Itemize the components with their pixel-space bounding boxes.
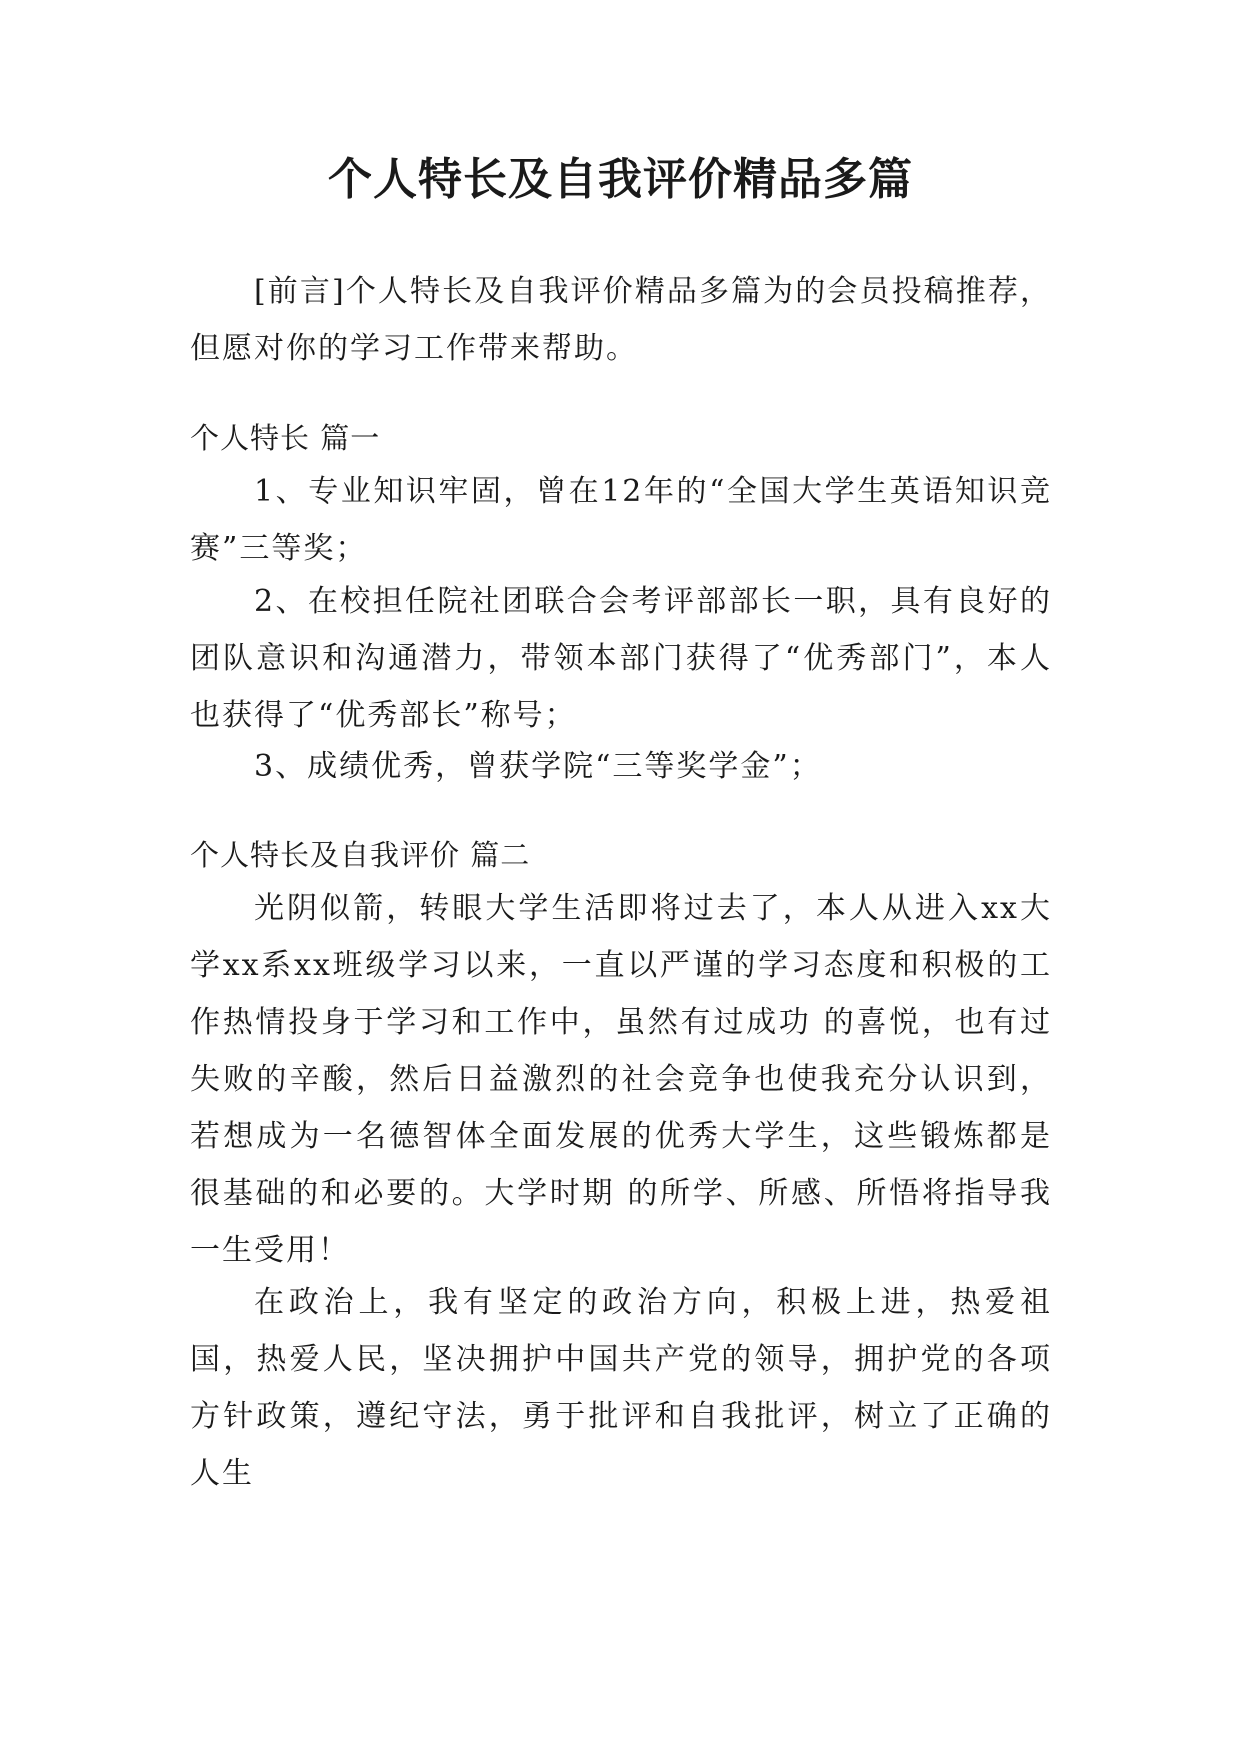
intro-paragraph: [前言]个人特长及自我评价精品多篇为的会员投稿推荐，但愿对你的学习工作带来帮助。 (190, 274, 1052, 366)
body-paragraph: 光阴似箭，转眼大学生活即将过去了，本人从进入xx大学xx系xx班级学习以来，一直以严谨的学习态度和积极的工作热情投身于学习和工作中，虽然有过成功 的喜悦，也有过失败的辛酸，然后日益激烈的社会竞争也使我充分认识到，若想成为一名德智体全面发展的优秀大学生，这些锻炼都是很基础的和必要的。大学时期 的所学、所感、所悟将指导我一生受用！ (190, 891, 1052, 1268)
section-heading-2: 个人特长及自我评价 篇二 (190, 838, 531, 872)
body-paragraph: 在政治上，我有坚定的政治方向，积极上进，热爱祖国，热爱人民，坚决拥护中国共产党的领导，拥护党的各项方针政策，遵纪守法，勇于批评和自我批评，树立了正确的人生 (190, 1285, 1052, 1491)
list-item: 3、成绩优秀，曾获学院“三等奖学金”； (254, 749, 822, 784)
section-heading-1: 个人特长 篇一 (190, 421, 381, 455)
list-item: 2、在校担任院社团联合会考评部部长一职，具有良好的团队意识和沟通潜力，带领本部门获得了“优秀部门”，本人也获得了“优秀部长”称号； (190, 584, 1052, 733)
list-item: 1、专业知识牢固，曾在12年的“全国大学生英语知识竞赛”三等奖； (190, 474, 1052, 566)
document-title: 个人特长及自我评价精品多篇 (328, 154, 913, 205)
